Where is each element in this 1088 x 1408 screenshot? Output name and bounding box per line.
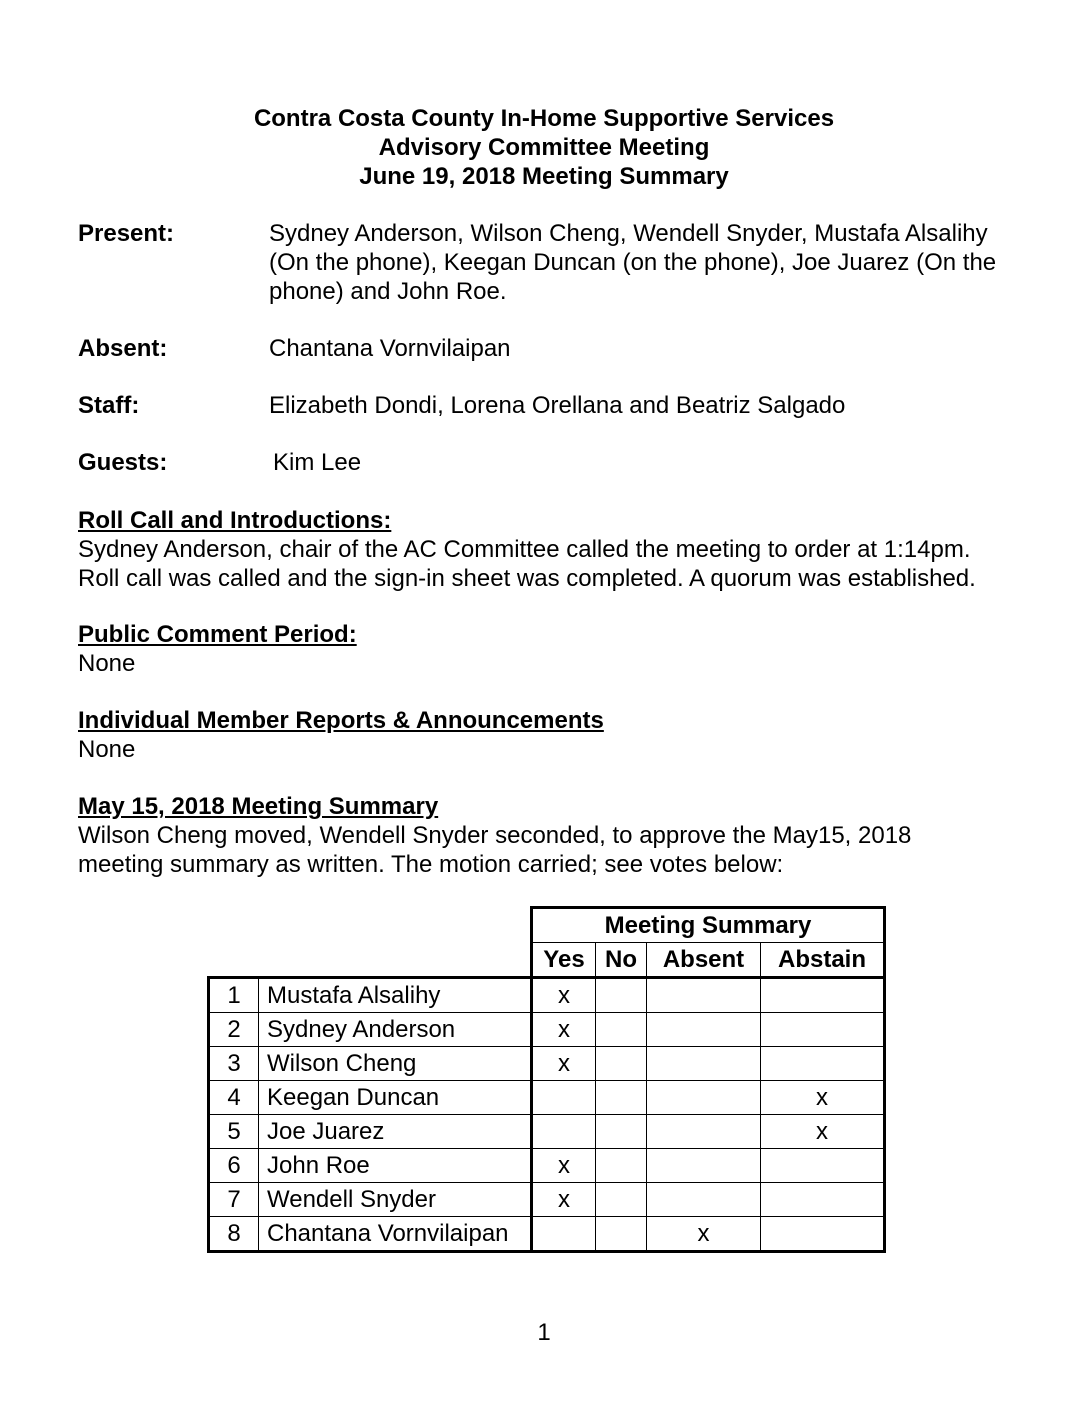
column-header-abstain: Abstain <box>761 943 885 978</box>
vote-no-cell <box>596 978 647 1013</box>
title-date: June 19, 2018 Meeting Summary <box>359 163 729 190</box>
staff-value: Elizabeth Dondi, Lorena Orellana and Beatriz Salgado <box>269 392 846 419</box>
present-label: Present: <box>78 220 175 247</box>
member-name: Joe Juarez <box>259 1115 532 1149</box>
vote-abstain-cell <box>761 1047 885 1081</box>
row-number: 4 <box>209 1081 259 1115</box>
vote-abstain-cell <box>761 1013 885 1047</box>
member-reports-section <box>78 706 1028 764</box>
roll-call-line-2: Roll call was called and the sign-in sheet was completed. A quorum was established. <box>78 565 976 592</box>
title-org: Contra Costa County In-Home Supportive Services <box>253 105 835 132</box>
table-row <box>209 1217 885 1252</box>
table-row <box>209 1183 885 1217</box>
vote-absent-cell: x <box>647 1217 761 1252</box>
table-row <box>209 978 885 1013</box>
row-number: 2 <box>209 1013 259 1047</box>
vote-table-column-header-row <box>209 943 885 978</box>
vote-yes-cell: x <box>532 1013 596 1047</box>
staff-label: Staff: <box>78 392 140 419</box>
vote-abstain-cell <box>761 1217 885 1252</box>
page-number: 1 <box>537 1319 551 1346</box>
member-name: Chantana Vornvilaipan <box>259 1217 532 1252</box>
vote-absent-cell <box>647 1115 761 1149</box>
member-name: John Roe <box>259 1149 532 1183</box>
vote-no-cell <box>596 1081 647 1115</box>
vote-absent-cell <box>647 1013 761 1047</box>
vote-table <box>207 906 886 1253</box>
row-number: 7 <box>209 1183 259 1217</box>
roll-call-section <box>78 506 1028 593</box>
vote-absent-cell <box>647 978 761 1013</box>
vote-no-cell <box>596 1183 647 1217</box>
vote-no-cell <box>596 1115 647 1149</box>
roll-call-line-1: Sydney Anderson, chair of the AC Committee called the meeting to order at 1:14pm. <box>78 536 971 563</box>
column-header-absent: Absent <box>647 943 761 978</box>
vote-abstain-cell: x <box>761 1081 885 1115</box>
member-name: Wilson Cheng <box>259 1047 532 1081</box>
vote-absent-cell <box>647 1081 761 1115</box>
vote-absent-cell <box>647 1183 761 1217</box>
member-reports-body: None <box>78 736 136 763</box>
may-summary-line-1: Wilson Cheng moved, Wendell Snyder seconded, to approve the May15, 2018 <box>78 822 912 849</box>
vote-no-cell <box>596 1047 647 1081</box>
absent-label: Absent: <box>78 335 168 362</box>
document-title <box>0 104 1088 191</box>
vote-table-blank-subheader <box>209 943 532 978</box>
row-number: 8 <box>209 1217 259 1252</box>
row-number: 1 <box>209 978 259 1013</box>
vote-abstain-cell: x <box>761 1115 885 1149</box>
may-summary-heading: May 15, 2018 Meeting Summary <box>78 793 439 820</box>
table-row <box>209 1013 885 1047</box>
table-row <box>209 1081 885 1115</box>
public-comment-body: None <box>78 650 136 677</box>
vote-table-blank-header <box>209 908 532 943</box>
vote-no-cell <box>596 1013 647 1047</box>
vote-table-group-header-row <box>209 908 885 943</box>
vote-absent-cell <box>647 1149 761 1183</box>
title-meeting: Advisory Committee Meeting <box>378 134 710 161</box>
vote-yes-cell <box>532 1217 596 1252</box>
table-row <box>209 1149 885 1183</box>
row-number: 6 <box>209 1149 259 1183</box>
table-row <box>209 1047 885 1081</box>
row-number: 5 <box>209 1115 259 1149</box>
may-summary-line-2: meeting summary as written. The motion carried; see votes below: <box>78 851 784 878</box>
vote-abstain-cell <box>761 1149 885 1183</box>
vote-abstain-cell <box>761 978 885 1013</box>
vote-absent-cell <box>647 1047 761 1081</box>
member-reports-heading: Individual Member Reports & Announcements <box>78 707 604 734</box>
present-line-1: Sydney Anderson, Wilson Cheng, Wendell Snyder, Mustafa Alsalihy <box>269 220 988 247</box>
row-number: 3 <box>209 1047 259 1081</box>
vote-yes-cell: x <box>532 1183 596 1217</box>
public-comment-heading: Public Comment Period: <box>78 621 357 648</box>
member-name: Mustafa Alsalihy <box>259 978 532 1013</box>
may-summary-section <box>78 792 1028 879</box>
public-comment-section <box>78 620 1028 678</box>
vote-yes-cell: x <box>532 1047 596 1081</box>
vote-no-cell <box>596 1149 647 1183</box>
vote-yes-cell: x <box>532 978 596 1013</box>
present-value <box>269 219 1019 306</box>
member-name: Wendell Snyder <box>259 1183 532 1217</box>
member-name: Sydney Anderson <box>259 1013 532 1047</box>
absent-value: Chantana Vornvilaipan <box>269 335 511 362</box>
vote-no-cell <box>596 1217 647 1252</box>
present-line-3: phone) and John Roe. <box>269 278 507 305</box>
vote-yes-cell <box>532 1081 596 1115</box>
vote-abstain-cell <box>761 1183 885 1217</box>
member-name: Keegan Duncan <box>259 1081 532 1115</box>
roll-call-heading: Roll Call and Introductions: <box>78 507 392 534</box>
vote-table-body <box>209 978 885 1252</box>
column-header-no: No <box>596 943 647 978</box>
table-row <box>209 1115 885 1149</box>
vote-table-group-header: Meeting Summary <box>532 908 885 943</box>
guests-value: Kim Lee <box>273 449 362 476</box>
column-header-yes: Yes <box>532 943 596 978</box>
guests-label: Guests: <box>78 449 168 476</box>
vote-yes-cell: x <box>532 1149 596 1183</box>
vote-yes-cell <box>532 1115 596 1149</box>
present-line-2: (On the phone), Keegan Duncan (on the phone), Joe Juarez (On the <box>269 249 997 276</box>
